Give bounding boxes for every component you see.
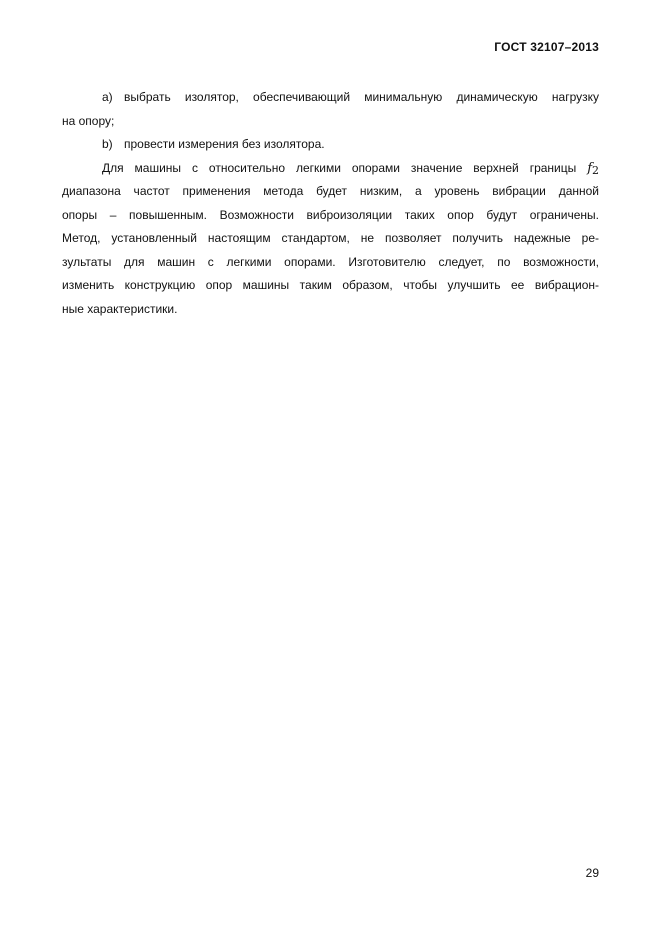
document-code-header: ГОСТ 32107–2013 [494,40,599,54]
paragraph-line-5: зультаты для машин с легкими опорами. Изготовителю следует, по возможности, [62,254,599,269]
paragraph-line-3: опоры – повышенным. Возможности виброизоляции таких опор будут ограничены. [62,207,599,222]
list-marker-b: b) [102,137,113,151]
list-item-a-line1 [62,86,599,110]
paragraph-line-1 [62,157,599,181]
list-item-b-text: провести измерения без изолятора. [124,137,325,151]
list-item-b [62,133,599,157]
paragraph-line-7: ные характеристики. [62,301,178,316]
list-item-a-line2: на опору; [62,113,115,128]
list-item-a-text: выбрать изолятор, обеспечивающий минимальную динамическую нагрузку [124,90,599,104]
symbol-f: f [587,160,592,176]
paragraph-line-1-text: Для машины с относительно легкими опорами значение верхней границы [102,160,577,175]
paragraph-line-2: диапазона частот применения метода будет низким, а уровень вибрации данной [62,184,599,198]
body-text [62,86,599,321]
paragraph-line-6: изменить конструкцию опор машины таким образом, чтобы улучшить ее вибрацион- [62,278,599,292]
list-marker-a: а) [102,90,113,104]
page-number: 29 [585,866,599,880]
paragraph-line-4: Метод, установленный настоящим стандартом, не позволяет получить надежные ре- [62,231,599,245]
frequency-symbol [587,161,599,175]
symbol-subscript: 2 [592,163,599,177]
